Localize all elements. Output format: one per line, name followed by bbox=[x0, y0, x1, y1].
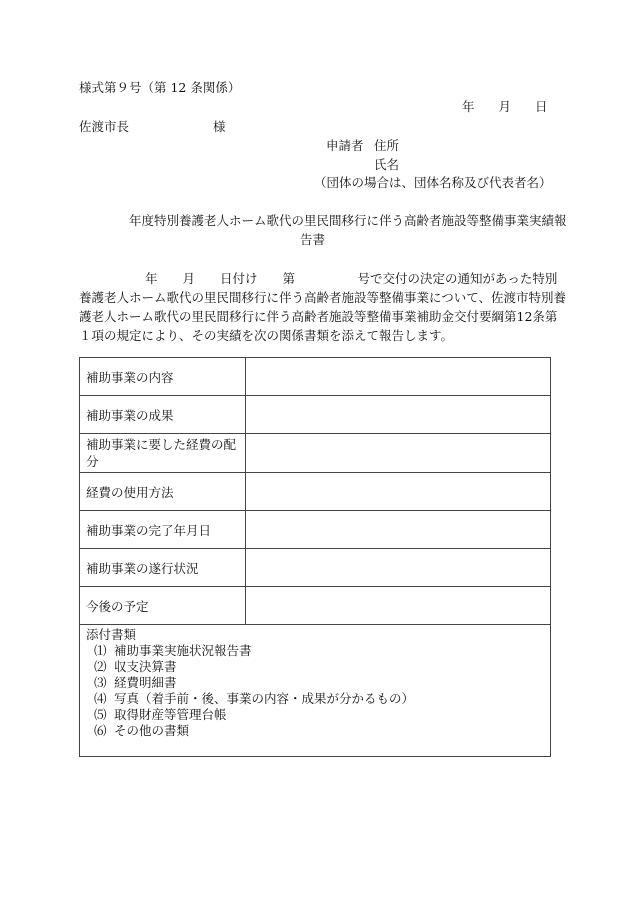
body-line: １項の規定により、その実績を次の関係書類を添えて報告します。 bbox=[79, 328, 454, 343]
attachment-number: ⑹ bbox=[94, 723, 107, 738]
date-day-label: 日 bbox=[535, 99, 548, 114]
table-row bbox=[80, 358, 551, 396]
table-row bbox=[80, 434, 551, 473]
row-label: 補助事業の遂行状況 bbox=[80, 549, 246, 587]
document-title-continued: 告書 bbox=[300, 232, 326, 247]
row-label: 今後の予定 bbox=[80, 587, 246, 625]
row-label: 補助事業の内容 bbox=[80, 358, 246, 396]
attachment-number: ⑶ bbox=[94, 675, 107, 690]
attachment-text: その他の書類 bbox=[114, 723, 190, 738]
row-value[interactable] bbox=[246, 434, 551, 473]
row-label: 補助事業の成果 bbox=[80, 396, 246, 434]
attachment-item bbox=[86, 691, 544, 707]
attachment-item bbox=[86, 659, 544, 675]
applicant-name-label: 氏名 bbox=[374, 157, 400, 172]
attachment-item bbox=[86, 643, 544, 659]
attachments-heading: 添付書類 bbox=[86, 627, 137, 642]
attachment-item bbox=[86, 723, 544, 739]
applicant-label: 申請者 bbox=[326, 138, 364, 153]
body-text bbox=[79, 269, 567, 345]
applicant-note: （団体の場合は、団体名称及び代表者名） bbox=[314, 175, 552, 190]
row-label-part: 補助事業に要した経費の配分 bbox=[86, 437, 237, 469]
date-line bbox=[462, 99, 548, 115]
row-value[interactable] bbox=[246, 396, 551, 434]
report-table bbox=[79, 357, 551, 757]
attachment-number: ⑷ bbox=[94, 691, 107, 706]
addressee bbox=[79, 119, 226, 135]
body-line: 年 月 日付け 第 号で交付の決定の通知があった特別 bbox=[145, 271, 558, 286]
applicant-address-line bbox=[326, 138, 399, 154]
body-line: 護老人ホーム歌代の里民間移行に伴う高齢者施設等整備事業補助金交付要綱第12条第 bbox=[79, 309, 558, 324]
attachment-number: ⑵ bbox=[94, 659, 107, 674]
attachment-number: ⑴ bbox=[94, 643, 107, 658]
addressee-name: 佐渡市長 bbox=[79, 119, 130, 134]
attachment-text: 取得財産等管理台帳 bbox=[114, 707, 227, 722]
row-value[interactable] bbox=[246, 511, 551, 549]
applicant-address-label: 住所 bbox=[374, 138, 400, 153]
date-month-label: 月 bbox=[498, 99, 512, 114]
attachments-row bbox=[80, 625, 551, 757]
attachment-item bbox=[86, 707, 544, 723]
table-row bbox=[80, 549, 551, 587]
row-value[interactable] bbox=[246, 473, 551, 511]
date-year-label: 年 bbox=[462, 99, 475, 114]
table-row bbox=[80, 587, 551, 625]
attachment-text: 経費明細書 bbox=[114, 675, 177, 690]
body-line: 養護老人ホーム歌代の里民間移行に伴う高齢者施設等整備事業について、佐渡市特別養 bbox=[79, 290, 567, 305]
addressee-honorific: 様 bbox=[213, 119, 226, 134]
row-label: 経費の使用方法 bbox=[80, 473, 246, 511]
attachments-cell bbox=[80, 625, 551, 757]
form-number: 様式第９号（第 12 条関係） bbox=[79, 80, 241, 95]
table-row bbox=[80, 396, 551, 434]
attachment-text: 収支決算書 bbox=[114, 659, 177, 674]
table-row bbox=[80, 473, 551, 511]
row-value[interactable] bbox=[246, 358, 551, 396]
attachment-number: ⑸ bbox=[94, 707, 107, 722]
attachment-item bbox=[86, 675, 544, 691]
row-value[interactable] bbox=[246, 587, 551, 625]
row-label bbox=[80, 434, 246, 473]
table-row bbox=[80, 511, 551, 549]
attachment-text: 写真（着手前・後、事業の内容・成果が分かるもの） bbox=[114, 691, 415, 706]
row-value[interactable] bbox=[246, 549, 551, 587]
document-title: 年度特別養護老人ホーム歌代の里民間移行に伴う高齢者施設等整備事業実績報 bbox=[129, 213, 567, 228]
row-label: 補助事業の完了年月日 bbox=[80, 511, 246, 549]
attachment-text: 補助事業実施状況報告書 bbox=[114, 643, 252, 658]
